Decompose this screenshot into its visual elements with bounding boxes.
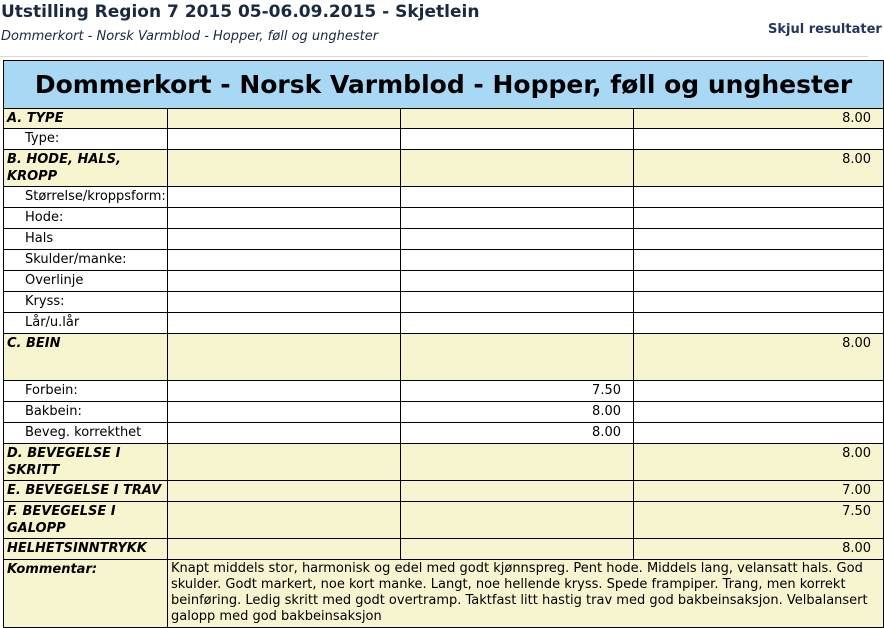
judge-card-table [3,60,884,628]
page-title: Utstilling Region 7 2015 05-06.09.2015 - Skjetlein [1,2,480,22]
header-divider [0,56,868,57]
section-type-row [4,109,884,129]
trait-row [4,423,884,444]
section-trot-row [4,481,884,502]
section-label: A. TYPE [4,109,168,129]
trait-label: Beveg. korrekthet [4,423,168,444]
section-label: C. BEIN [4,334,168,381]
section-label: D. BEVEGELSE I SKRITT [4,444,168,481]
trait-row [4,313,884,334]
hide-results-link[interactable]: Skjul resultater [768,22,882,37]
trait-label: Bakbein: [4,402,168,423]
section-score: 8.00 [634,539,884,560]
comment-label: Kommentar: [4,560,168,628]
section-score: 7.00 [634,481,884,502]
card-banner-title: Dommerkort - Norsk Varmblod - Hopper, føll og unghester [4,61,884,109]
trait-score: 7.50 [401,381,634,402]
trait-row [4,187,884,208]
trait-row [4,402,884,423]
trait-row [4,229,884,250]
section-overall-row [4,539,884,560]
trait-row [4,129,884,150]
section-canter-row [4,502,884,539]
trait-score: 8.00 [401,423,634,444]
card-banner-row [4,61,884,109]
trait-label: Hode: [4,208,168,229]
trait-row [4,250,884,271]
section-label: B. HODE, HALS, KROPP [4,150,168,187]
section-score: 8.00 [634,150,884,187]
trait-label: Overlinje [4,271,168,292]
section-label: F. BEVEGELSE I GALOPP [4,502,168,539]
section-score: 8.00 [634,334,884,381]
section-label: E. BEVEGELSE I TRAV [4,481,168,502]
trait-label: Skulder/manke: [4,250,168,271]
trait-row [4,381,884,402]
section-score: 8.00 [634,444,884,481]
section-legs-row [4,334,884,381]
comment-text: Knapt middels stor, harmonisk og edel med godt kjønnspreg. Pent hode. Middels lang, velansatt hals. God skulder. Godt markert, noe kort manke. Langt, noe hellende kryss. Spede frampiper. Trang, men korrekt beinføring. Ledig skritt med godt overtramp. Taktfast litt hastig trav med god bakbeinsaksjon. Velbalansert galopp med god bakbeinsaksjon [168,560,884,628]
trait-row [4,271,884,292]
trait-score: 8.00 [401,402,634,423]
trait-row [4,292,884,313]
section-score: 8.00 [634,109,884,129]
trait-label: Forbein: [4,381,168,402]
trait-label: Kryss: [4,292,168,313]
section-head-neck-body-row [4,150,884,187]
trait-label: Størrelse/kroppsform: [4,187,168,208]
section-walk-row [4,444,884,481]
trait-row [4,208,884,229]
trait-label: Lår/u.lår [4,313,168,334]
section-label: HELHETSINNTRYKK [4,539,168,560]
comment-row [4,560,884,628]
page-subtitle: Dommerkort - Norsk Varmblod - Hopper, føll og unghester [1,29,379,44]
trait-label: Hals [4,229,168,250]
section-score: 7.50 [634,502,884,539]
trait-label: Type: [4,129,168,150]
